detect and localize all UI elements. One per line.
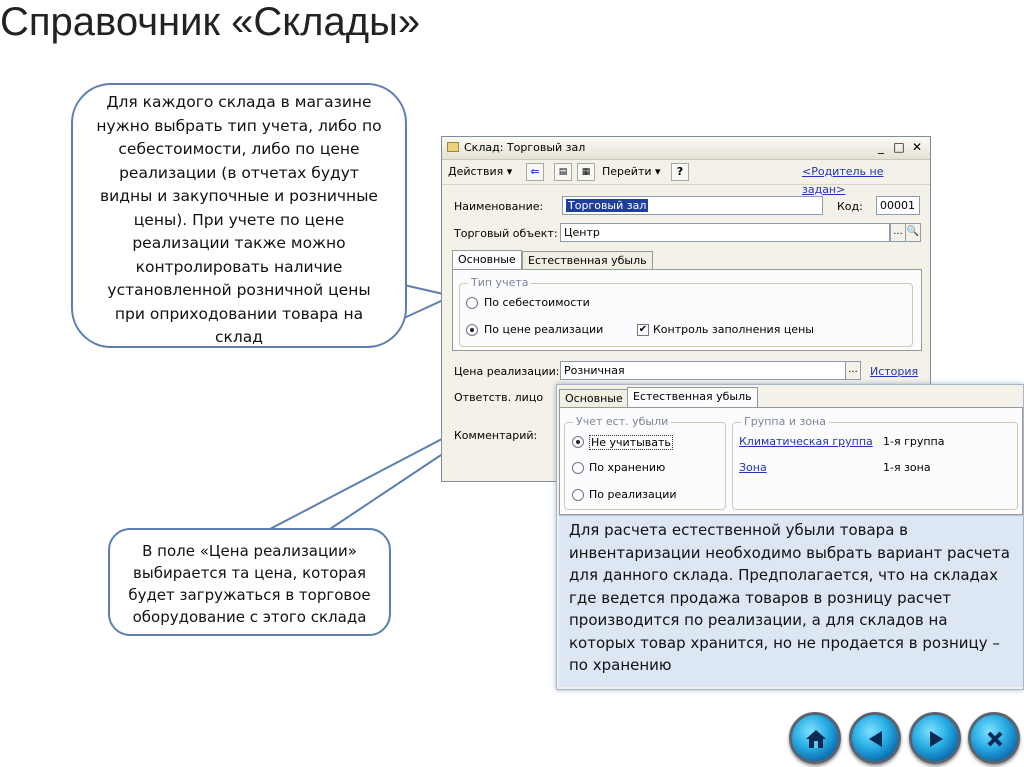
by-storage-radio[interactable] [572, 462, 584, 474]
object-select-button[interactable]: ... [890, 223, 906, 242]
exit-button[interactable] [968, 712, 1020, 764]
object-search-icon[interactable]: 🔍 [905, 223, 921, 242]
object-field[interactable]: Центр [560, 223, 890, 242]
list-icon[interactable]: ▤ [554, 163, 572, 181]
loss-accounting-group [564, 415, 726, 510]
code-field[interactable]: 00001 [876, 196, 920, 215]
callout-sale-price [108, 528, 391, 636]
zone-link[interactable]: Зона [739, 461, 767, 474]
forward-button[interactable] [909, 712, 961, 764]
responsible-label: Ответств. лицо [454, 391, 544, 404]
no-accounting-radio[interactable] [572, 436, 584, 448]
name-field[interactable] [562, 196, 823, 215]
climate-group-value: 1-я группа [883, 435, 945, 448]
main-tab-panel [452, 269, 922, 351]
sub-tab-main[interactable]: Основные [559, 389, 629, 407]
window-titlebar [442, 137, 930, 160]
group-zone-title: Группа и зона [741, 415, 829, 428]
price-field[interactable]: Розничная [560, 361, 846, 380]
price-control-label: Контроль заполнения цены [653, 323, 814, 336]
parent-link[interactable]: <Родитель не задан> [802, 165, 884, 196]
structure-icon[interactable]: ▦ [577, 163, 595, 181]
price-label: Цена реализации: [454, 365, 560, 378]
by-sales-radio[interactable] [572, 489, 584, 501]
sub-tab-natural-loss[interactable]: Естественная убыль [627, 387, 758, 407]
history-link[interactable]: История [870, 365, 919, 378]
climate-group-link[interactable]: Климатическая группа [739, 435, 873, 448]
group-zone-group [732, 415, 1018, 510]
callout-accounting-type [71, 83, 407, 348]
cost-radio-label: По себестоимости [484, 296, 590, 309]
folder-icon [447, 142, 459, 152]
maximize-button[interactable]: □ [893, 140, 905, 154]
slide-title: Справочник «Склады» [0, 0, 421, 44]
price-control-checkbox[interactable]: ✔ [638, 324, 648, 335]
name-value: Торговый зал [568, 199, 647, 212]
goto-menu[interactable]: Перейти ▾ [602, 165, 661, 178]
window-toolbar [442, 160, 930, 196]
by-storage-label: По хранению [589, 461, 666, 474]
no-accounting-label: Не учитывать [591, 436, 671, 449]
close-icon [984, 728, 1006, 750]
code-label: Код: [837, 200, 863, 213]
callout-sale-price-text: В поле «Цена реализации» выбирается та цена, которая будет загружаться в торговое оборудование с этого склада [128, 542, 371, 626]
price-select-button[interactable]: ... [845, 361, 861, 380]
home-icon [805, 728, 827, 750]
object-label: Торговый объект: [454, 227, 558, 240]
minimize-button[interactable]: _ [878, 140, 884, 154]
accounting-type-title: Тип учета [468, 276, 531, 289]
back-arrow-icon[interactable]: ⇐ [526, 163, 544, 181]
tab-main[interactable]: Основные [452, 250, 522, 270]
back-button[interactable] [849, 712, 901, 764]
actions-menu[interactable]: Действия ▾ [448, 165, 513, 178]
natural-loss-note: Для расчета естественной убыли товара в инвентаризации необходимо выбрать вариант расчета для данного склада. Предполагается, что на складах где ведется продажа товаров в розницу расчет производится по реализации, а для складов на которых товар хранится, но не продается в розницу – по хранению [559, 515, 1023, 687]
sale-price-radio-label: По цене реализации [484, 323, 604, 336]
callout-accounting-type-text: Для каждого склада в магазине нужно выбрать тип учета, либо по себестоимости, либо по цене реализации (в отчетах будут видны и закупочные и розничные цены). При учете по цене реализации также можно контролировать наличие установленной розничной цены при оприходовании товара на склад [96, 93, 382, 346]
name-label: Наименование: [454, 200, 544, 213]
window-title: Склад: Торговый зал [464, 141, 586, 154]
back-icon [865, 728, 887, 750]
loss-accounting-title: Учет ест. убыли [573, 415, 671, 428]
home-button[interactable] [789, 712, 841, 764]
tab-natural-loss[interactable]: Естественная убыль [522, 251, 653, 269]
forward-icon [925, 728, 947, 750]
zone-value: 1-я зона [883, 461, 931, 474]
natural-loss-panel [559, 407, 1023, 515]
accounting-type-group [459, 276, 913, 347]
comment-label: Комментарий: [454, 429, 538, 442]
close-button[interactable]: ✕ [911, 140, 923, 154]
cost-radio[interactable] [466, 297, 478, 309]
sale-price-radio[interactable] [466, 324, 478, 336]
natural-loss-window [556, 384, 1024, 690]
by-sales-label: По реализации [589, 488, 677, 501]
help-button[interactable]: ? [671, 163, 689, 181]
